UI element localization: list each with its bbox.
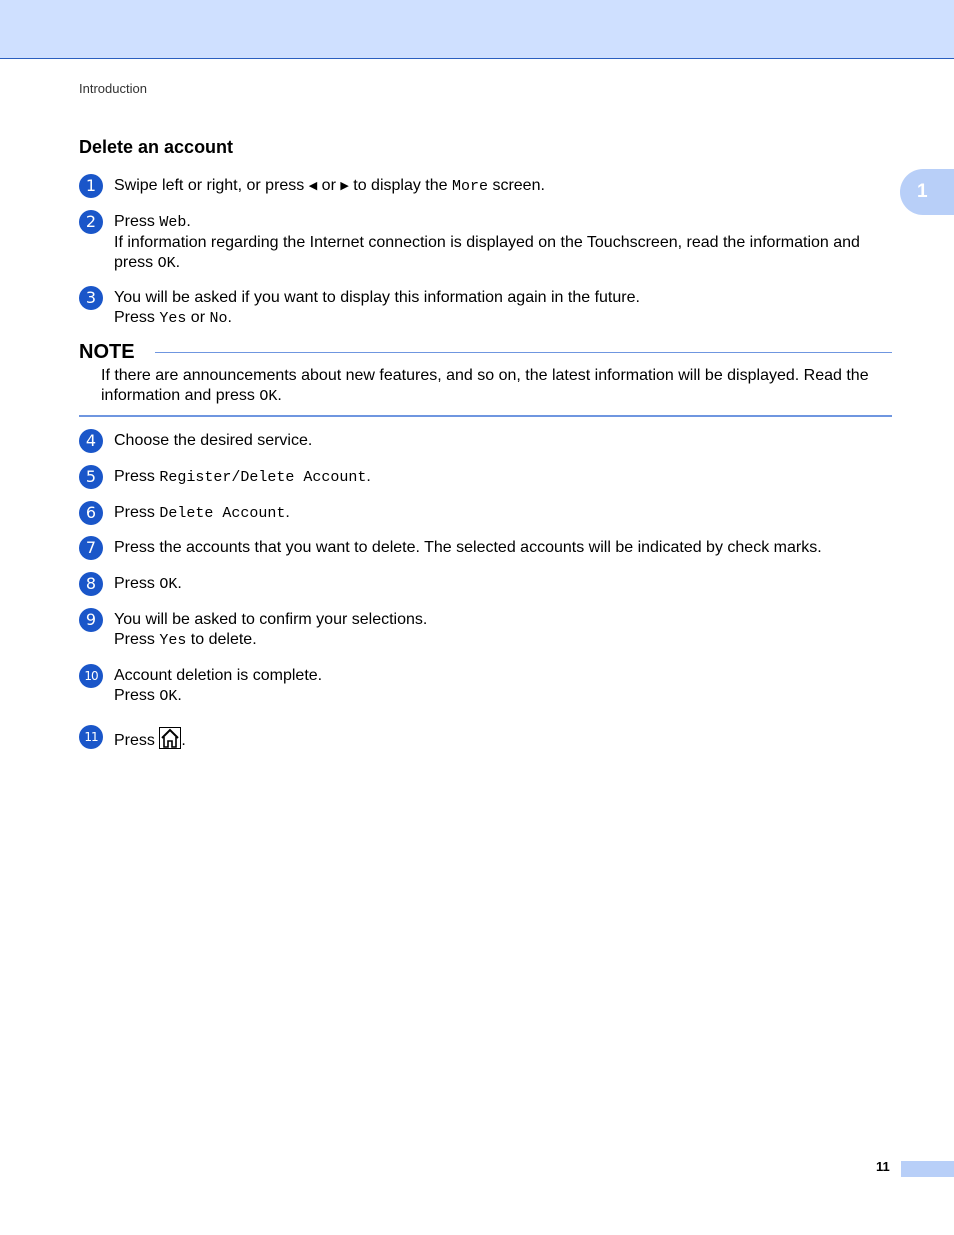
step-number: 4 (79, 429, 103, 453)
step-number: 7 (79, 536, 103, 560)
note-body (101, 366, 896, 407)
step-text: You will be asked if you want to display this information again in the future. (114, 289, 640, 306)
step-number: 3 (79, 286, 103, 310)
step-2 (79, 212, 894, 274)
step-11 (79, 727, 894, 755)
step-text: Press (114, 631, 160, 648)
chapter-tab: 1 (900, 169, 954, 215)
ui-label: OK (159, 688, 178, 705)
ui-label: OK (259, 388, 278, 405)
step-number: 5 (79, 465, 103, 489)
step-number: 11 (79, 725, 103, 749)
note-text: . (277, 387, 282, 404)
step-text: Press the accounts that you want to delete. The selected accounts will be indicated by check marks. (114, 539, 822, 556)
step-text: Press (114, 213, 160, 230)
ui-label: Register/Delete Account (159, 469, 367, 486)
note-divider-bottom (79, 415, 892, 417)
step-6 (79, 503, 894, 524)
step-text: You will be asked to confirm your selections. (114, 611, 428, 628)
ui-label: Yes (159, 310, 187, 327)
step-text: . (186, 213, 191, 230)
step-text: . (285, 504, 290, 521)
page-tab (901, 1161, 954, 1177)
step-text: Press (114, 309, 160, 326)
ui-label: OK (159, 576, 178, 593)
step-text: or (186, 309, 210, 326)
step-7 (79, 538, 894, 558)
home-icon (159, 727, 181, 755)
page-header-bar (0, 0, 954, 59)
step-text: Press (114, 575, 160, 592)
step-text: or (317, 177, 341, 194)
step-text: . (366, 468, 371, 485)
step-text: screen. (488, 177, 545, 194)
step-text: . (181, 732, 186, 749)
step-number: 8 (79, 572, 103, 596)
ui-label: Yes (159, 632, 187, 649)
ui-label: Delete Account (159, 505, 286, 522)
step-number: 2 (79, 210, 103, 234)
ui-label: Web (159, 214, 187, 231)
step-text: . (177, 687, 182, 704)
note-heading: NOTE (79, 341, 135, 363)
step-text: to display the (348, 177, 452, 194)
step-text: . (227, 309, 232, 326)
breadcrumb: Introduction (79, 81, 147, 96)
ui-label: OK (157, 255, 176, 272)
left-arrow-icon: ◀ (308, 180, 318, 192)
step-text: . (177, 575, 182, 592)
step-1 (79, 176, 894, 197)
step-number: 1 (79, 174, 103, 198)
step-text: to delete. (186, 631, 257, 648)
step-text: Press (114, 687, 160, 704)
step-number: 6 (79, 501, 103, 525)
step-text: Account deletion is complete. (114, 667, 323, 684)
step-number: 10 (79, 664, 103, 688)
right-arrow-icon: ▶ (340, 180, 349, 192)
note-divider-top (155, 352, 892, 353)
step-text: Choose the desired service. (114, 432, 313, 449)
step-3 (79, 288, 894, 329)
step-text: Press (114, 504, 160, 521)
step-number: 9 (79, 608, 103, 632)
ui-label: More (451, 178, 488, 195)
step-8 (79, 574, 894, 595)
note-text: If there are announcements about new features, and so on, the latest information will be displayed. Read the information and press (101, 367, 869, 404)
step-9 (79, 610, 894, 651)
step-text: If information regarding the Internet connection is displayed on the Touchscreen, read the information and press (114, 234, 860, 271)
step-10 (79, 666, 894, 707)
step-4 (79, 431, 894, 451)
step-text: . (175, 254, 181, 271)
step-text: Swipe left or right, or press (114, 177, 309, 194)
step-5 (79, 467, 894, 488)
page-number: 11 (876, 1159, 890, 1174)
step-text: Press (114, 468, 160, 485)
ui-label: No (209, 310, 228, 327)
step-text: Press (114, 732, 160, 749)
section-title: Delete an account (79, 137, 234, 157)
